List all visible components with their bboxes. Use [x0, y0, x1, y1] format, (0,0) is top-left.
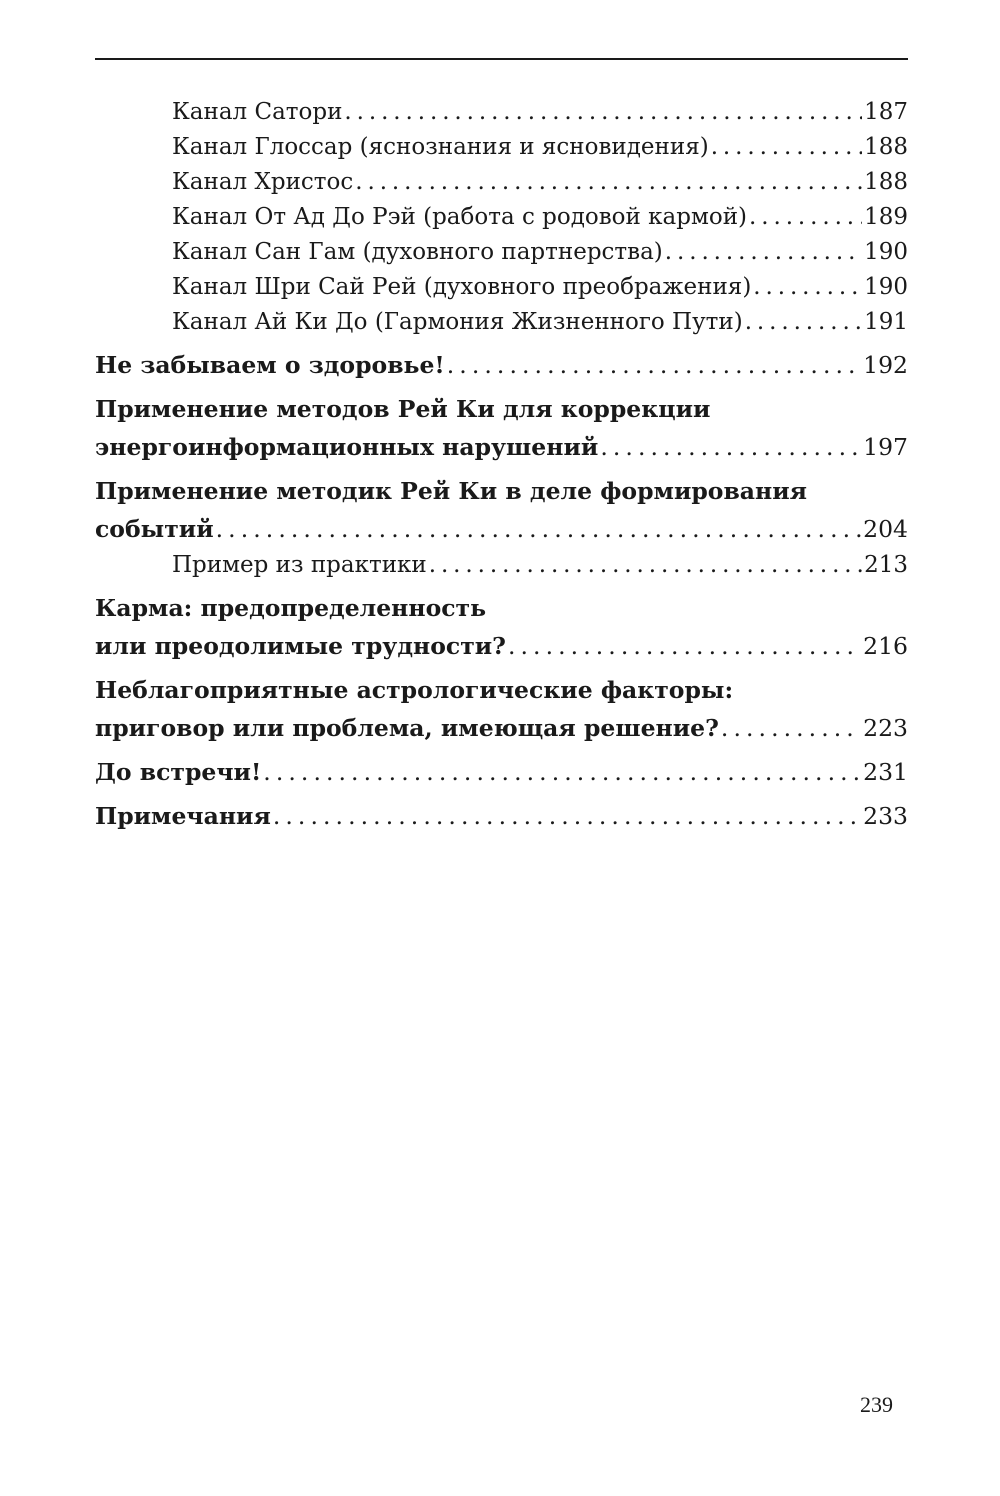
toc-section-title: Примечания	[95, 802, 271, 830]
toc-entry-title: Канал От Ад До Рэй (работа с родовой кармой)	[172, 204, 748, 230]
toc-section-title-line2: приговор или проблема, имеющая решение?	[95, 714, 719, 742]
toc-section[interactable]	[95, 589, 908, 665]
leader-dots	[355, 165, 862, 200]
toc-section-page: 231	[863, 758, 908, 786]
toc-entry-page: 188	[864, 134, 908, 160]
toc-entry-page: 188	[864, 169, 908, 195]
toc-entry[interactable]	[95, 130, 908, 165]
toc-entry[interactable]	[95, 95, 908, 130]
toc-section-page: 204	[863, 515, 908, 543]
leader-dots	[721, 709, 861, 747]
toc-entry[interactable]	[95, 305, 908, 340]
toc-section[interactable]	[95, 472, 908, 548]
toc-section-page: 197	[863, 433, 908, 461]
toc-entry-page: 187	[864, 99, 908, 125]
toc-entry-title: Канал Шри Сай Рей (духовного преображения)	[172, 274, 752, 300]
toc-entry[interactable]	[95, 548, 908, 583]
leader-dots	[600, 428, 861, 466]
toc-entry-title: Канал Глоссар (яснознания и ясновидения)	[172, 134, 709, 160]
toc-entry-title: Канал Сатори	[172, 99, 343, 125]
toc-section-title-line1: Карма: предопределенность	[95, 594, 487, 622]
toc-section-page: 223	[863, 714, 908, 742]
leader-dots	[429, 548, 862, 583]
leader-dots	[216, 510, 862, 548]
toc-section-page: 216	[863, 632, 908, 660]
toc-entry-title: Пример из практики	[172, 552, 427, 578]
toc-entry-page: 190	[864, 274, 908, 300]
toc-section-title-line2: или преодолимые трудности?	[95, 632, 506, 660]
toc-section-title: Не забываем о здоровье!	[95, 351, 445, 379]
toc-section-title-line2: событий	[95, 515, 214, 543]
toc-entry[interactable]	[95, 270, 908, 305]
toc-entry-title: Канал Сан Гам (духовного партнерства)	[172, 239, 663, 265]
toc-entry-page: 190	[864, 239, 908, 265]
leader-dots	[447, 346, 861, 384]
toc-section-title: До встречи!	[95, 758, 262, 786]
toc-section[interactable]	[95, 671, 908, 747]
toc-section-title-line1: Применение методик Рей Ки в деле формирования	[95, 477, 808, 505]
toc-entry[interactable]	[95, 235, 908, 270]
leader-dots	[508, 627, 861, 665]
toc-section-page: 233	[863, 802, 908, 830]
page-number: 239	[860, 1392, 893, 1417]
toc-section-page: 192	[863, 351, 908, 379]
leader-dots	[753, 270, 862, 305]
toc-section-title-line1: Неблагоприятные астрологические факторы:	[95, 676, 734, 704]
header-rule	[95, 58, 908, 60]
leader-dots	[749, 200, 862, 235]
toc-entry-title: Канал Христос	[172, 169, 354, 195]
toc-section[interactable]	[95, 346, 908, 384]
table-of-contents	[95, 95, 908, 835]
toc-entry-title: Канал Ай Ки До (Гармония Жизненного Пути)	[172, 309, 743, 335]
leader-dots	[273, 797, 861, 835]
leader-dots	[745, 305, 862, 340]
toc-entry-page: 189	[864, 204, 908, 230]
toc-section-title-line2: энергоинформационных нарушений	[95, 433, 599, 461]
leader-dots	[665, 235, 862, 270]
toc-entry-page: 213	[864, 552, 908, 578]
toc-entry[interactable]	[95, 165, 908, 200]
leader-dots	[344, 95, 862, 130]
toc-section-title-line1: Применение методов Рей Ки для коррекции	[95, 395, 711, 423]
leader-dots	[263, 753, 861, 791]
toc-section[interactable]	[95, 797, 908, 835]
leader-dots	[711, 130, 862, 165]
toc-entry[interactable]	[95, 200, 908, 235]
toc-section[interactable]	[95, 390, 908, 466]
toc-section[interactable]	[95, 753, 908, 791]
toc-entry-page: 191	[864, 309, 908, 335]
